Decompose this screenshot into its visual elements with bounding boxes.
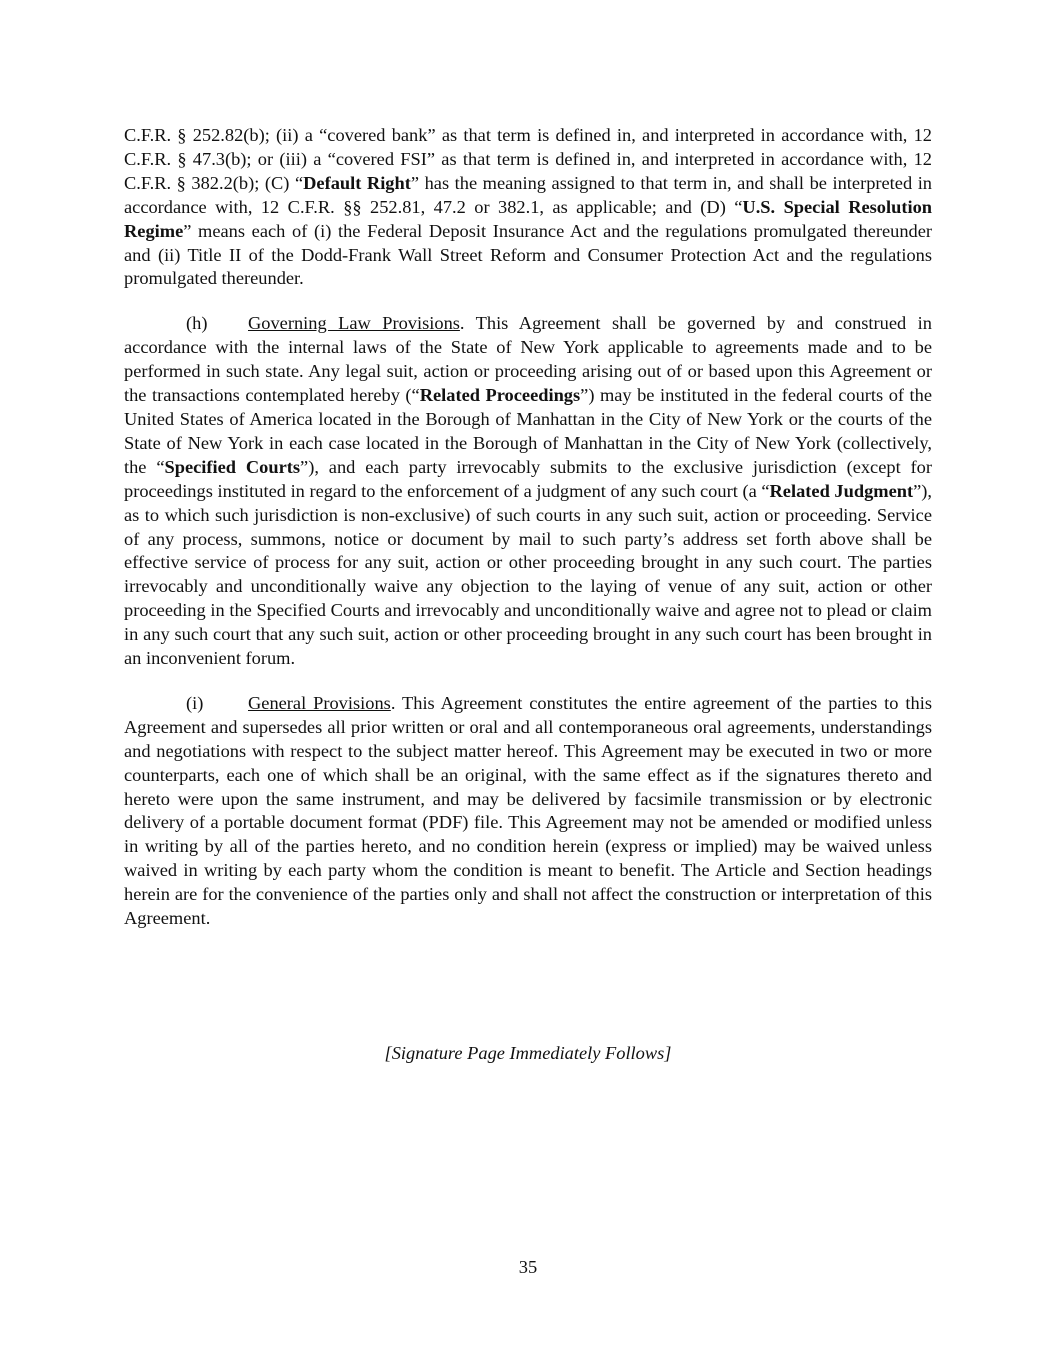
section-h-text-1: . This Agreement shall be governed by and construed in accordance with the internal laws of the State of New York applicable to agreements made and to be performed in such state. Any legal suit, action or proceeding arising out of or based upon this Agreement or the transactions contemplated hereby (“ bbox=[124, 313, 932, 406]
section-h-paragraph bbox=[124, 312, 932, 671]
continuation-paragraph bbox=[124, 124, 932, 291]
defined-term-default-right: Default Right bbox=[303, 172, 411, 193]
continuation-text-1: C.F.R. § 252.82(b); (ii) a “covered bank” as that term is defined in, and interpreted in accordance with, 12 C.F.R. § 47.3(b); or (iii) a “covered FSI” as that term is defined in, and interpreted in accordance with, 12 C.F.R. § 382.2(b); (C) “ bbox=[124, 125, 932, 193]
section-h-text-4: ”), as to which such jurisdiction is non-exclusive) of such courts in any such suit, action or proceeding. Service of any process, summons, notice or document by mail to such party’s address set forth above shall be effective service of process for any suit, action or other proceeding brought in any such court. The parties irrevocably and unconditionally waive any objection to the laying of venue of any suit, action or other proceeding in the Specified Courts and irrevocably and unconditionally waive and agree not to plead or claim in any such court that any such suit, action or other proceeding brought in any such court has been brought in an inconvenient forum. bbox=[124, 480, 933, 669]
defined-term-related-judgment: Related Judgment bbox=[769, 480, 914, 501]
signature-page-note: [Signature Page Immediately Follows] bbox=[384, 1043, 672, 1063]
document-page bbox=[124, 124, 933, 1277]
section-i-heading: General Provisions bbox=[248, 692, 391, 713]
page-number: 35 bbox=[518, 1257, 538, 1277]
section-i-text: . This Agreement constitutes the entire agreement of the parties to this Agreement and supersedes all prior written or oral and all contemporaneous oral agreements, understandings and negotiations with respect to the subject matter hereof. This Agreement may be executed in two or more counterparts, each one of which shall be an original, with the same effect as if the signatures thereto and hereto were upon the same instrument, and may be delivered by facsimile transmission or by electronic delivery of a portable document format (PDF) file. This Agreement may not be amended or modified unless in writing by all of the parties hereto, and no condition herein (express or implied) may be waived unless waived in writing by each party whom the condition is meant to benefit. The Article and Section headings herein are for the convenience of the parties only and shall not affect the construction or interpretation of this Agreement. bbox=[124, 692, 932, 929]
section-h-heading: Governing Law Provisions bbox=[248, 313, 460, 334]
section-i-paragraph bbox=[124, 692, 932, 931]
section-i-label: (i) bbox=[186, 692, 204, 713]
continuation-text-3: ” means each of (i) the Federal Deposit Insurance Act and the regulations promulgated thereunder and (ii) Title II of the Dodd-Frank Wall Street Reform and Consumer Protection Act and the regulations promulgated thereunder. bbox=[124, 220, 932, 289]
defined-term-specified-courts: Specified Courts bbox=[164, 456, 301, 477]
defined-term-related-proceedings: Related Proceedings bbox=[419, 385, 581, 406]
defined-term-us-special-resolution-regime: U.S. Special Resolution Regime bbox=[124, 196, 932, 241]
section-h-text-2: ”) may be instituted in the federal courts of the United States of America located in the Borough of Manhattan in the City of New York or the courts of the State of New York in each case located in the Borough of Manhattan in the City of New York (collectively, the “ bbox=[124, 385, 932, 477]
section-h-label: (h) bbox=[186, 313, 208, 334]
section-h-text-3: ”), and each party irrevocably submits to the exclusive jurisdiction (except for proceedings instituted in regard to the enforcement of a judgment of any such court (a “ bbox=[124, 456, 932, 501]
continuation-text-2: ” has the meaning assigned to that term in, and shall be interpreted in accordance with, 12 C.F.R. §§ 252.81, 47.2 or 382.1, as applicable; and (D) “ bbox=[124, 172, 933, 217]
